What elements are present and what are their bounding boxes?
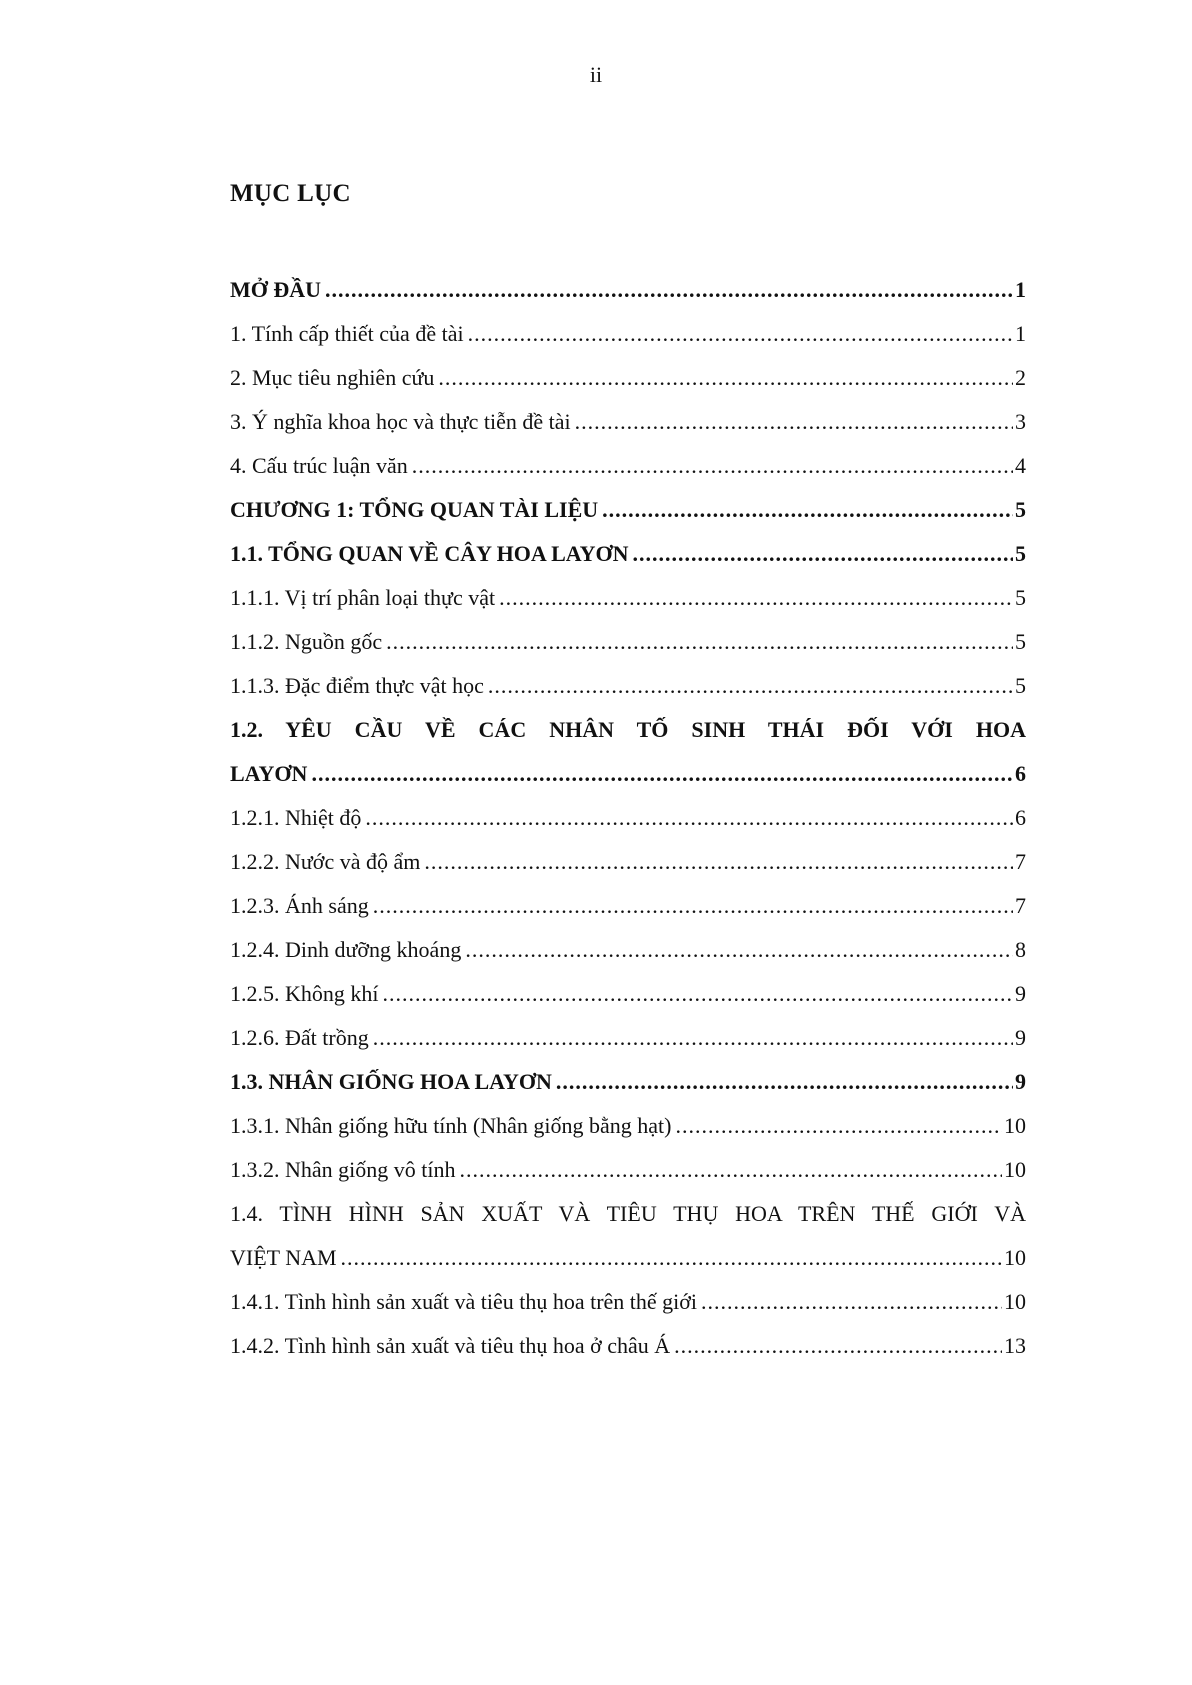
toc-entry[interactable] <box>230 312 1026 356</box>
dot-leader <box>556 1060 1013 1104</box>
dot-leader <box>412 444 1013 488</box>
toc-entry-label-continued: VIỆT NAM <box>230 1245 337 1270</box>
dot-leader <box>575 400 1013 444</box>
dot-leader <box>386 620 1013 664</box>
dot-leader <box>674 1324 1002 1368</box>
toc-entry[interactable] <box>230 488 1026 532</box>
dot-leader <box>373 884 1013 928</box>
toc-entry-label: 1.3.2. Nhân giống vô tính <box>230 1157 456 1182</box>
dot-leader <box>383 972 1014 1016</box>
toc-entry-label: 4. Cấu trúc luận văn <box>230 453 408 478</box>
toc-entry[interactable] <box>230 972 1026 1016</box>
toc-entry[interactable] <box>230 928 1026 972</box>
toc-entry[interactable] <box>230 400 1026 444</box>
toc-entry-label: 1.1.3. Đặc điểm thực vật học <box>230 673 484 698</box>
dot-leader <box>675 1104 1002 1148</box>
dot-leader <box>468 312 1013 356</box>
toc-entry[interactable] <box>230 444 1026 488</box>
toc-entry-page: 10 <box>1004 1113 1026 1138</box>
toc-entry-page: 9 <box>1015 1025 1026 1050</box>
toc-entry[interactable] <box>230 356 1026 400</box>
toc-entry-page: 10 <box>1004 1245 1026 1270</box>
toc-entry[interactable] <box>230 576 1026 620</box>
toc-entry[interactable] <box>230 1280 1026 1324</box>
dot-leader <box>488 664 1013 708</box>
toc-entry-label: 3. Ý nghĩa khoa học và thực tiễn đề tài <box>230 409 571 434</box>
dot-leader <box>341 1236 1002 1280</box>
toc-entry-label: 1.1.2. Nguồn gốc <box>230 629 383 654</box>
toc-entry-label: 1.2.4. Dinh dưỡng khoáng <box>230 937 462 962</box>
toc-entry[interactable] <box>230 664 1026 708</box>
toc-entry[interactable] <box>230 1104 1026 1148</box>
toc-entry-page: 8 <box>1015 937 1026 962</box>
toc-entry-page: 7 <box>1015 893 1026 918</box>
toc-entry-page: 10 <box>1004 1157 1026 1182</box>
toc-entry-label: 1.2.3. Ánh sáng <box>230 893 369 918</box>
toc-entry-label-continued: LAYƠN <box>230 761 308 786</box>
dot-leader <box>701 1280 1002 1324</box>
toc-entry[interactable] <box>230 1016 1026 1060</box>
toc-entry-page: 1 <box>1015 321 1026 346</box>
dot-leader <box>438 356 1013 400</box>
toc-entry-page: 7 <box>1015 849 1026 874</box>
toc-entry-label: MỞ ĐẦU <box>230 277 322 302</box>
toc-entry-page: 2 <box>1015 365 1026 390</box>
toc-entry[interactable] <box>230 884 1026 928</box>
toc-entry-label: 1.3. NHÂN GIỐNG HOA LAYƠN <box>230 1069 552 1094</box>
page-number: ii <box>589 62 603 87</box>
toc-entry-page: 4 <box>1015 453 1026 478</box>
table-of-contents <box>230 268 1026 1368</box>
dot-leader <box>365 796 1013 840</box>
toc-entry-page: 5 <box>1015 673 1026 698</box>
toc-entry-page: 9 <box>1015 981 1026 1006</box>
dot-leader <box>465 928 1013 972</box>
toc-entry-label: 1.1.1. Vị trí phân loại thực vật <box>230 585 496 610</box>
toc-entry-label: 1.2.5. Không khí <box>230 981 379 1006</box>
toc-entry[interactable] <box>230 1148 1026 1192</box>
toc-entry-label: 1.2. YÊU CẦU VỀ CÁC NHÂN TỐ SINH THÁI ĐỐI VỚI HOA <box>230 717 1026 742</box>
toc-entry[interactable] <box>230 268 1026 312</box>
toc-entry-page: 10 <box>1004 1289 1026 1314</box>
toc-entry-label: CHƯƠNG 1: TỔNG QUAN TÀI LIỆU <box>230 497 599 522</box>
toc-entry-page: 6 <box>1015 805 1026 830</box>
toc-entry[interactable] <box>230 1060 1026 1104</box>
toc-entry-label: 1.1. TỔNG QUAN VỀ CÂY HOA LAYƠN <box>230 541 629 566</box>
toc-entry[interactable] <box>230 532 1026 576</box>
toc-entry-page: 5 <box>1015 629 1026 654</box>
toc-entry[interactable] <box>230 840 1026 884</box>
toc-entry-label: 1.2.1. Nhiệt độ <box>230 805 362 830</box>
toc-entry-page: 5 <box>1015 541 1026 566</box>
toc-entry-label: 1.4.1. Tình hình sản xuất và tiêu thụ hoa trên thế giới <box>230 1289 698 1314</box>
toc-entry-page: 5 <box>1015 585 1026 610</box>
dot-leader <box>311 752 1013 796</box>
toc-entry-label: 1.3.1. Nhân giống hữu tính (Nhân giống bằng hạt) <box>230 1113 672 1138</box>
toc-entry[interactable] <box>230 1192 1026 1280</box>
toc-entry-label: 1.2.6. Đất trồng <box>230 1025 369 1050</box>
dot-leader <box>633 532 1013 576</box>
dot-leader <box>602 488 1013 532</box>
toc-entry-label: 1.4.2. Tình hình sản xuất và tiêu thụ hoa ở châu Á <box>230 1333 671 1358</box>
toc-entry[interactable] <box>230 796 1026 840</box>
toc-entry[interactable] <box>230 620 1026 664</box>
toc-entry-label: 1.2.2. Nước và độ ẩm <box>230 849 421 874</box>
toc-entry-page: 5 <box>1015 497 1026 522</box>
toc-title: MỤC LỤC <box>230 180 351 207</box>
dot-leader <box>499 576 1013 620</box>
toc-entry-page: 9 <box>1015 1069 1026 1094</box>
toc-entry[interactable] <box>230 1324 1026 1368</box>
dot-leader <box>325 268 1013 312</box>
dot-leader <box>373 1016 1013 1060</box>
dot-leader <box>424 840 1013 884</box>
toc-entry-label: 1.4. TÌNH HÌNH SẢN XUẤT VÀ TIÊU THỤ HOA TRÊN THẾ GIỚI VÀ <box>230 1201 1026 1226</box>
toc-entry-page: 1 <box>1015 277 1026 302</box>
toc-entry[interactable] <box>230 708 1026 796</box>
toc-entry-page: 6 <box>1015 761 1026 786</box>
toc-entry-label: 2. Mục tiêu nghiên cứu <box>230 365 435 390</box>
dot-leader <box>460 1148 1003 1192</box>
toc-entry-page: 3 <box>1015 409 1026 434</box>
toc-entry-label: 1. Tính cấp thiết của đề tài <box>230 321 464 346</box>
toc-entry-page: 13 <box>1004 1333 1026 1358</box>
